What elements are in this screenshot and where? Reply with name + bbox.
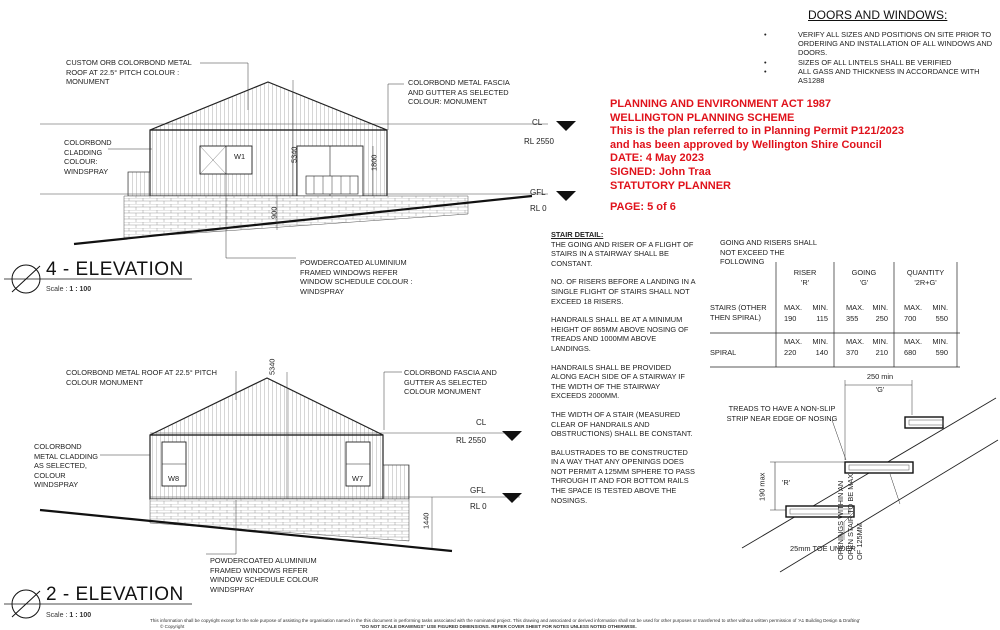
max-label: MAX. xyxy=(784,337,803,346)
header-label: GOING xyxy=(851,268,877,277)
header-sub: '2R+G' xyxy=(914,277,937,287)
side-stair xyxy=(128,172,150,196)
min-label: MIN. xyxy=(932,337,948,346)
going-row-label: STAIRS (OTHER THEN SPIRAL) xyxy=(710,303,767,322)
opening-note-line: OPENINGS WITHIN AN xyxy=(836,480,845,560)
going-cell xyxy=(904,314,948,324)
scale-prefix: Scale : xyxy=(46,286,70,293)
stair-note: HANDRAILS SHALL BE AT A MINIMUM HEIGHT OF 865MM ABOVE NOSING OF TREADS AND 1000MM ABOVE LANDINGS. xyxy=(551,315,689,353)
opening-note-line: OPEN STAIR TO BE MAX. xyxy=(845,471,855,560)
opening-note xyxy=(836,440,865,560)
elev4-cl-label: CL xyxy=(532,118,543,127)
elev4-title: 4 - ELEVATION xyxy=(46,259,184,280)
elev2-roof-note: COLORBOND METAL ROOF AT 22.5° PITCH COLOUR MONUMENT xyxy=(66,368,217,387)
going-max: 370 xyxy=(846,348,859,357)
tread-note: TREADS TO HAVE A NON-SLIP STRIP NEAR EDGE OF NOSING xyxy=(726,404,838,423)
elev4-floor-dim: 900 xyxy=(269,206,279,219)
going-header-qty xyxy=(894,268,957,287)
elev4-cladding-note: COLORBOND CLADDING COLOUR: WINDSPRAY xyxy=(64,138,112,176)
elev2-window-tag-left: W8 xyxy=(168,474,180,483)
stamp-line-scheme: WELLINGTON PLANNING SCHEME xyxy=(610,111,795,124)
stamp-page: PAGE: 5 of 6 xyxy=(610,201,676,214)
planning-approval-stamp xyxy=(610,98,940,215)
min-label: MIN. xyxy=(872,303,888,312)
min-label: MIN. xyxy=(812,337,828,346)
header-sub: 'G' xyxy=(859,277,869,287)
elev4-height-dim: 5340 xyxy=(289,146,299,164)
riser-min: 115 xyxy=(816,314,828,323)
elev2-window-note: POWDERCOATED ALUMINIUM FRAMED WINDOWS REFER WINDOW SCHEDULE COLOUR WINDSPRAY xyxy=(210,556,319,594)
elev2-window-tag-right: W7 xyxy=(352,474,364,483)
stair-note: NO. OF RISERS BEFORE A LANDING IN A SINGLE FLIGHT OF STAIRS SHALL NOT EXCEED 18 RISERS. xyxy=(551,277,696,306)
going-cell xyxy=(904,348,948,358)
doors-windows-title: DOORS AND WINDOWS: xyxy=(808,8,948,22)
elev4-window-tag: W1 xyxy=(234,152,246,161)
qty-max: 700 xyxy=(904,314,917,323)
qty-max: 680 xyxy=(904,348,917,357)
max-label: MAX. xyxy=(846,303,865,312)
scale-value: 1 : 100 xyxy=(69,612,92,619)
copyright-symbol: © Copyright xyxy=(160,624,185,629)
stamp-line-council: and has been approved by Wellington Shire Council xyxy=(610,138,882,151)
going-cell xyxy=(846,348,888,358)
going-min: 210 xyxy=(875,348,888,357)
riser-max: 190 xyxy=(784,314,797,323)
stair-note: HANDRAILS SHALL BE PROVIDED ALONG EACH SIDE OF A STAIRWAY IF THE WIDTH OF THE STAIRWAY EXCEEDS 2000MM. xyxy=(551,362,685,401)
scale-value: 1 : 100 xyxy=(69,286,92,293)
toe-note: 25mm TOE UNDER xyxy=(790,544,856,553)
side-stair xyxy=(383,465,409,499)
doors-windows-list xyxy=(764,30,994,85)
elev2-cl-label: CL xyxy=(476,418,487,427)
tread-3 xyxy=(905,417,943,428)
going-table-caption: GOING AND RISERS SHALL NOT EXCEED THE FOLLOWING xyxy=(720,238,817,267)
elev4-window-note: POWDERCOATED ALUMINIUM FRAMED WINDOWS REFER WINDOW SCHEDULE COLOUR : WINDSPRAY xyxy=(300,258,413,296)
stair-note: BALUSTRADES TO BE CONSTRUCTED IN A WAY THAT ANY OPENINGS DOES NOT PERMIT A 125MM SPHERE TO PASS THROUGH IT AND FOR BOTTOM RAILS THE SPACE IS TESTED ABOVE THE NOSINGS. xyxy=(551,447,695,505)
going-cell xyxy=(784,337,828,347)
elev4-gfl-label: GFL xyxy=(530,188,546,197)
elev4-rl-gfl: RL 0 xyxy=(530,204,547,213)
max-label: MAX. xyxy=(904,337,923,346)
going-cell xyxy=(784,303,828,313)
going-cell xyxy=(846,303,888,313)
subfloor-brick xyxy=(124,196,468,238)
elev2-rl-cl: RL 2550 xyxy=(456,436,486,445)
going-dim-label xyxy=(860,372,900,394)
elev4-fascia-note: COLORBOND METAL FASCIA AND GUTTER AS SELECTED COLOUR: MONUMENT xyxy=(408,78,510,107)
stair-note: THE WIDTH OF A STAIR (MEASURED CLEAR OF HANDRAILS AND OBSTRUCTIONS) SHALL BE CONSTANT. xyxy=(551,409,693,439)
header-label: RISER xyxy=(793,268,817,277)
opening-note-line: OF 125MM xyxy=(855,523,865,560)
going-min: 250 xyxy=(875,314,888,323)
stamp-line-permit: This is the plan referred to in Planning Permit P121/2023 xyxy=(610,125,905,138)
elev4-door-dim: 1800 xyxy=(369,154,379,172)
min-label: MIN. xyxy=(872,337,888,346)
going-cell xyxy=(784,314,828,324)
elev2-fascia-note: COLORBOND FASCIA AND GUTTER AS SELECTED COLOUR MONUMENT xyxy=(404,368,497,397)
header-sub: 'R' xyxy=(800,277,810,287)
stamp-line-signed: SIGNED: John Traa xyxy=(610,165,711,178)
elev4-roof-note: CUSTOM ORB COLORBOND METAL ROOF AT 22.5° PITCH COLOUR : MONUMENT xyxy=(66,58,192,87)
elev2-title: 2 - ELEVATION xyxy=(46,584,184,605)
going-cell xyxy=(784,348,828,358)
elev2-gfl-label: GFL xyxy=(470,486,486,495)
riser-max: 220 xyxy=(784,348,797,357)
riser-dim-sub: 'R' xyxy=(782,478,791,487)
max-label: MAX. xyxy=(784,303,803,312)
elev4-rl-cl: RL 2550 xyxy=(524,137,554,146)
going-max: 355 xyxy=(846,314,859,323)
elevation-2-drawing xyxy=(40,372,520,551)
header-label: QUANTITY xyxy=(906,268,945,277)
going-cell xyxy=(846,314,888,324)
doors-windows-item: • SIZES OF ALL LINTELS SHALL BE VERIFIED xyxy=(764,58,994,67)
min-label: MIN. xyxy=(812,303,828,312)
stair-detail-title: STAIR DETAIL: xyxy=(551,230,604,239)
riser-min: 140 xyxy=(815,348,828,357)
going-dim-sub: 'G' xyxy=(875,384,885,394)
elev2-cladding-note: COLORBOND METAL CLADDING AS SELECTED, COLOUR WINDSPRAY xyxy=(34,442,99,490)
going-cell xyxy=(846,337,888,347)
max-label: MAX. xyxy=(846,337,865,346)
elev2-height-dim: 5340 xyxy=(267,358,277,376)
going-cell xyxy=(904,337,948,347)
house-roof xyxy=(150,82,387,130)
stair-note: THE GOING AND RISER OF A FLIGHT OF STAIRS IN A STAIRWAY SHALL BE CONSTANT. xyxy=(551,239,694,268)
copyright-footer: This information shall be copyright except for the sole purpose of assisting the organisation named in the this document in performing tasks associated with the nominated project. This drawing and associated or derived information shall not be used for other purposes or transferred to other without written permission of 'A1 Building Design & Drafting' xyxy=(150,618,860,623)
elev2-rl-gfl: RL 0 xyxy=(470,502,487,511)
qty-min: 550 xyxy=(935,314,948,323)
elev2-floor-dim: 1440 xyxy=(421,512,431,530)
max-label: MAX. xyxy=(904,303,923,312)
scale-prefix: Scale : xyxy=(46,612,70,619)
stamp-line-date: DATE: 4 May 2023 xyxy=(610,152,704,165)
stamp-line-planner: STATUTORY PLANNER xyxy=(610,179,732,192)
doors-windows-item: • VERIFY ALL SIZES AND POSITIONS ON SITE PRIOR TO ORDERING AND INSTALLATION OF ALL WINDOWS AND DOORS. xyxy=(764,30,994,58)
going-header-going xyxy=(834,268,894,287)
stair-detail-notes xyxy=(551,230,697,514)
elev4-scale xyxy=(46,286,91,293)
qty-min: 590 xyxy=(935,348,948,357)
riser-dim-label: 190 max xyxy=(757,472,767,501)
stamp-line-act: PLANNING AND ENVIRONMENT ACT 1987 xyxy=(610,98,832,110)
scale-warning-footer: "DO NOT SCALE DRAWINGS" USE FIGURED DIMENSIONS. REFER COVER SHEET FOR NOTES UNLESS NOTED OTHERWISE. xyxy=(360,624,637,629)
going-cell xyxy=(904,303,948,313)
min-label: MIN. xyxy=(932,303,948,312)
going-dim-value: 250 min xyxy=(866,372,894,381)
elev2-scale xyxy=(46,612,91,619)
doors-windows-item: • ALL GASS AND THICKNESS IN ACCORDANCE WITH AS1288 xyxy=(764,67,994,85)
going-header-riser xyxy=(776,268,834,287)
going-row-label: SPIRAL xyxy=(710,348,737,357)
